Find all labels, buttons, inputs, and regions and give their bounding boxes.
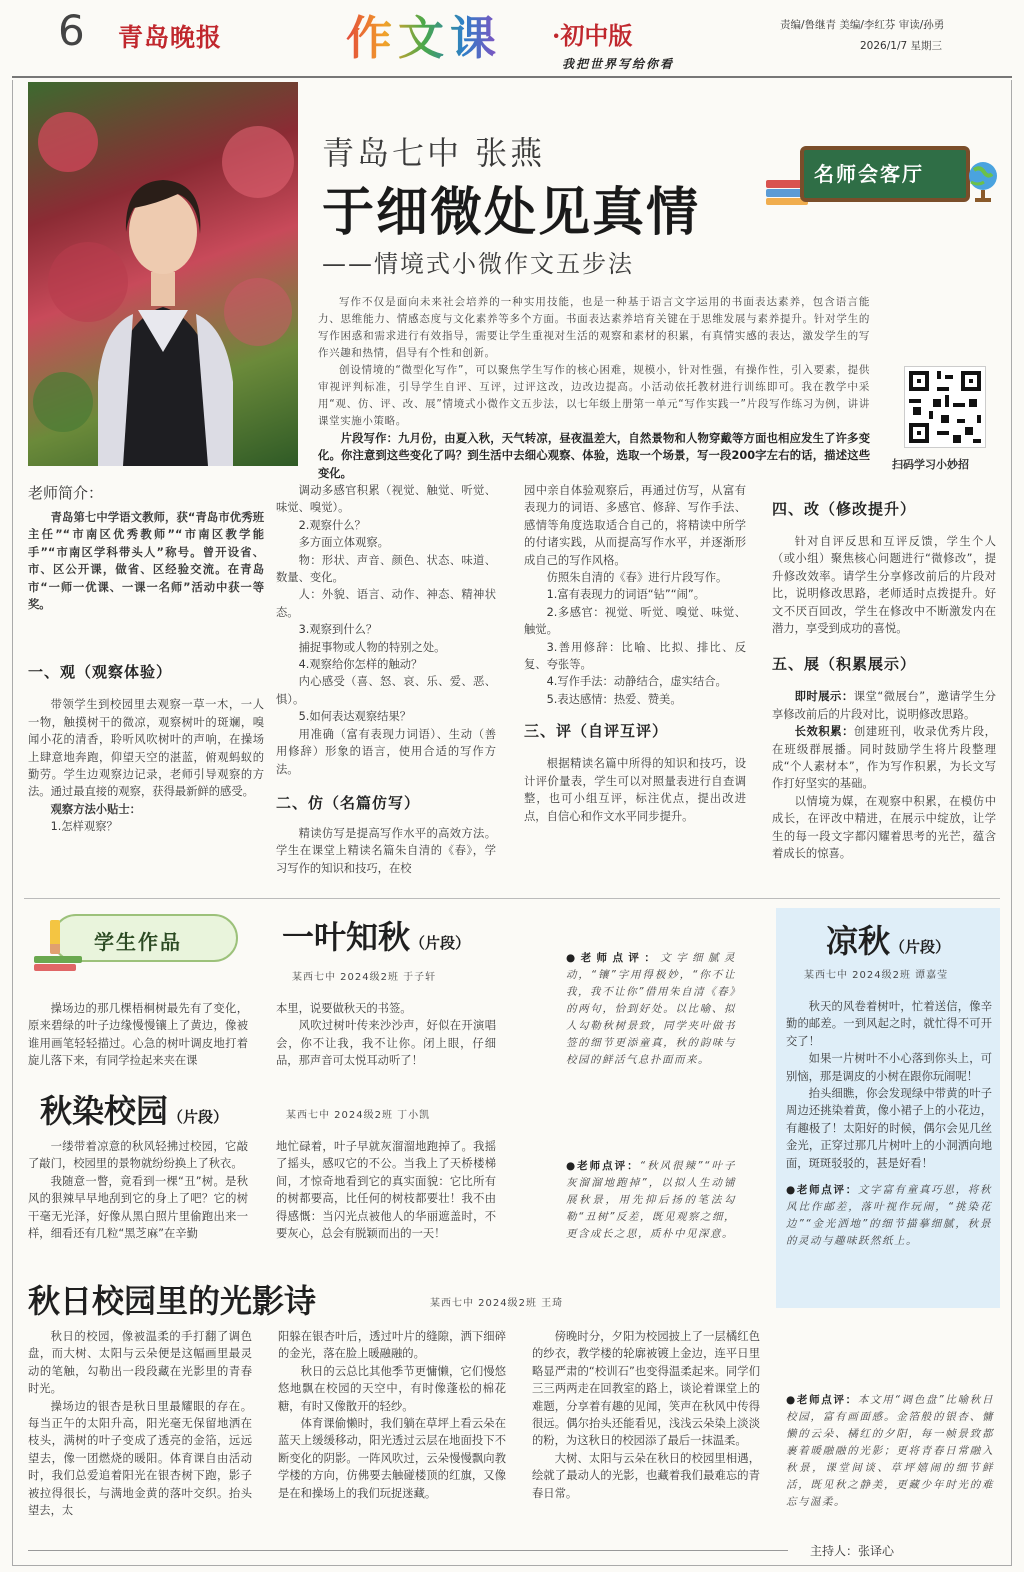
observation-q1: 1.怎样观察？ <box>50 820 118 834</box>
edition-label: ·初中版 <box>552 21 633 50</box>
portrait-illustration <box>28 82 298 466</box>
qr-caption: 扫码学习小妙招 <box>892 458 969 471</box>
step2-item-5: 5.表达感情：热爱、赞美。 <box>546 692 682 706</box>
writing-task: 片段写作：九月份，由夏入秋，天气转凉，昼夜温差大，自然景物和人物穿戴等方面也相应发生了许多变化。你注意到这些变化了吗？到生活中去细心观察、体验，选取一个场景，写一段200字左右的话，描述这些变化。 <box>318 432 870 480</box>
piece3-title-text: 凉秋 <box>826 922 891 960</box>
piece2-paragraph-2a: 我随意一瞥，竟看到一棵“丑”树。是秋风的狠辣早早地刮到它的身上了吧？它的树干毫无光泽，好像从黑白照片里偷跑出来一样，细看还有几粒“黑芝麻”在辛勤 <box>28 1174 248 1241</box>
piece2-col-b <box>276 1138 496 1242</box>
step2-item-2: 2.多感官：视觉、听觉、嗅觉、味觉、触觉。 <box>524 605 746 637</box>
observation-q3: 3.观察到什么？ <box>298 623 378 637</box>
piece4-comment-text: 本文用“调色盘”比喻秋日校园，富有画面感。金箔般的银杏、慵懒的云朵、橘红的夕阳，每一帧景致都裹着暖融融的光影；更将青春日常融入秋景，课堂间谈、草坪嬉闹的细节鲜活，既见秋之静美，更藏少年时光的难忘与温柔。 <box>786 1394 994 1508</box>
globe-icon <box>966 160 1000 206</box>
observation-q2-objects: 物：形状、声音、颜色、状态、味道、数量、变化。 <box>276 553 496 585</box>
piece1-byline: 某西七中 2024级2班 于子轩 <box>292 972 437 983</box>
piece4-paragraph-2b: 阳躲在银杏叶后，透过叶片的缝隙，洒下细碎的金光，落在脸上暖融融的。 <box>278 1330 506 1361</box>
piece1-title-text: 一叶知秋 <box>282 918 411 956</box>
feature-subtitle: ——情境式小微作文五步法 <box>322 250 634 278</box>
intro-paragraph-1: 写作不仅是面向未来社会培养的一种实用技能，也是一种基于语言文字运用的书面表达素养，包含语言能力、思维能力、情感态度与文化素养等多个方面。书面表达素养培育关键在于思维发展与素养提升。针对学生的写作困惑和需求进行有效指导，需要让学生重视对生活的观察和素材的积累，有真情实感的表达，激发学生的写作兴趣和热情，倡导有个性和创新。 <box>318 296 870 359</box>
piece4-comment <box>786 1392 994 1511</box>
observation-q5: 5.如何表达观察结果？ <box>298 710 412 724</box>
piece4-col-a <box>28 1328 252 1538</box>
piece1-tag: （片段） <box>410 934 471 952</box>
teacher-photo <box>28 82 298 466</box>
piece1-col-a <box>28 1000 248 1070</box>
qr-pattern <box>905 367 985 447</box>
intro-paragraph-2: 创设情境的“微型化写作”，可以聚焦学生写作的核心困难，规模小，针对性强，有操作性，引入要素，提供审视评判标准，引导学生自评、互评，过评这改，边改边提高。小活动依托教材进行训练即可。我在教学中采用“观、仿、评、改、展”情境式小微作文五步法，以七年级上册第一单元“写作实践一”片段写作练习为例，讲讲课堂实施小策略。 <box>318 364 870 427</box>
piece2-comment-label: ●老师点评： <box>566 1160 640 1172</box>
piece2-tag: （片段） <box>168 1108 229 1126</box>
step3-paragraph: 根据精读名篇中所得的知识和技巧，设计评价量表，学生可以对照量表进行自查调整，也可小组互评，标注优点，提出改进点，自信心和作文水平同步提升。 <box>524 757 746 823</box>
observation-q5-answer: 用准确（富有表现力词语）、生动（善用修辞）形象的语言，使用合适的写作方法。 <box>276 727 496 776</box>
piece4-col-b <box>278 1328 506 1538</box>
step2-heading: 二、仿（名篇仿写） <box>276 793 421 812</box>
masthead <box>0 0 1024 80</box>
immediate-display-label: 即时展示： <box>794 690 854 704</box>
student-works-badge <box>34 910 242 974</box>
feature-column-3 <box>524 482 746 825</box>
piece1-paragraph-2: 风吹过树叶传来沙沙声，好似在开演唱会，你不让我，我不让你。闭上眼，仔细品，那声音可太悦耳动听了！ <box>276 1019 496 1068</box>
observation-q2: 2.观察什么？ <box>298 518 366 532</box>
observation-tips-label: 观察方法小贴士： <box>50 802 141 816</box>
step2-item-3: 3.善用修辞：比喻、比拟、排比、反复、夸张等。 <box>524 640 746 672</box>
piece1-paragraph-1a: 操场边的那几棵梧桐树最先有了变化，原来碧绿的叶子边缘慢慢镶上了黄边，像被谁用画笔轻轻描过。心急的树叶调皮地打着旋儿落下来，有同学捡起来夹在课 <box>28 1002 248 1068</box>
step3-heading: 三、评（自评互评） <box>524 722 669 741</box>
step1-heading: 一、观（观察体验） <box>28 663 173 682</box>
teacher-intro-text: 青岛第七中学语文教师，获“青岛市优秀班主任”“市南区优秀教师”“市南区教学能手”“市南区学科带头人”称号。曾开设省、市、区公开课，做省、区经验交流。在青岛市“一师一优课、一课一名师”活动中获一等奖。 <box>28 511 264 612</box>
piece4-paragraph-2a: 操场边的银杏是秋日里最耀眼的存在。每当正午的太阳升高，阳光毫无保留地洒在枝头，满树的叶子变成了透亮的金箔，远远望去，像一团燃烧的暖阳。体育课自由活动时，我们总爱追着阳光在银杏树下跑，影子被拉得很长，与满地金黄的落叶交织。抬头望去，太 <box>28 1399 252 1518</box>
step1-paragraph: 带领学生到校园里去观察一草一木，一人一物，触摸树干的微凉，观察树叶的斑斓，嗅闻小花的清香，聆听风吹树叶的声响，在操场上肆意地奔跑，仰望天空的湛蓝，俯观蚂蚁的勤劳。学生边观察边记录，老师引导观察的方法。通过最直接的观察，获得最新鲜的感受。 <box>28 698 264 799</box>
feature-column-2 <box>276 482 496 877</box>
step2-paragraph-part1: 精读仿写是提高写作水平的高效方法。学生在课堂上精读名篇朱自清的《春》，学习写作的知识和技巧，在校 <box>276 826 496 875</box>
piece4-paragraph-4: 体育课偷懒时，我们躺在草坪上看云朵在蓝天上缓缓移动，阳光透过云层在地面投下不断变化的阴影。一阵风吹过，云朵慢慢飘向教学楼的方向，仿佛要去触碰楼顶的红旗，又像是在和操场上的我们玩捉迷藏。 <box>278 1417 506 1500</box>
step4-heading: 四、改（修改提升） <box>772 500 917 518</box>
feature-column-4 <box>772 498 996 863</box>
piece1-col-b <box>276 1000 496 1070</box>
step2-subtask: 仿照朱自清的《春》进行片段写作。 <box>546 571 728 585</box>
observation-q2-people: 人：外貌、语言、动作、神态、精神状态。 <box>276 588 496 619</box>
host-rule <box>28 1550 788 1551</box>
page-number: 6 <box>58 6 85 55</box>
piece2-paragraph-1: 一缕带着凉意的秋风轻拂过校园，它敲了敲门，校园里的景物就纷纷换上了秋衣。 <box>28 1140 248 1171</box>
section-divider <box>24 898 1000 899</box>
long-term-label: 长效积累： <box>794 725 854 739</box>
famous-teacher-badge <box>766 146 998 210</box>
step2-paragraph-part2: 园中亲自体验观察后，再通过仿写，从富有表现力的词语、多感官、修辞、写作手法、感情等角度选取适合自己的，将精读中所学的付诸实践，从而提高写作水平，并逐渐形成自己的写作风格。 <box>524 484 746 567</box>
piece4-title: 秋日校园里的光影诗 <box>28 1282 317 1320</box>
long-term-text: 创建班刊，收录优秀片段，在班级群展播。同时鼓励学生将片段整理成“个人素材本”，作为写作积累，为长文写作打好坚实的基础。 <box>772 725 996 791</box>
step5-heading: 五、展（积累展示） <box>772 655 917 674</box>
feature-intro <box>318 294 870 482</box>
piece4-col-c <box>532 1328 760 1538</box>
step4-paragraph: 针对自评反思和互评反馈，学生个人（或小组）聚焦核心问题进行“微修改”，提升修改效率。请学生分享修改前后的片段对比，说明修改思路，老师适时点拨提升。好文不厌百回改，学生在修改中不断激发内在潜力，享受到成功的喜悦。 <box>772 535 996 636</box>
piece3-paragraph-2: 如果一片树叶不小心落到你头上，可别恼，那是调皮的小树在跟你玩闹呢！ <box>786 1052 992 1083</box>
host-credit: 主持人：张译心 <box>810 1544 895 1558</box>
piece1-comment-text: 文字细腻灵动，“镶”字用得极妙，“你不让我，我不让你”借用朱自清《春》的两句，恰到好处。以比喻、拟人勾勒秋树景致，同学夹叶做书签的细节更添童真，秋的韵味与校园的鲜活气息扑面而来。 <box>566 952 736 1066</box>
piece4-byline: 某西七中 2024级2班 王琦 <box>430 1298 564 1309</box>
pencil-icon <box>50 920 60 954</box>
student-works-label: 学生作品 <box>94 930 182 954</box>
piece1-title <box>282 912 470 958</box>
observation-q4: 4.观察给你怎样的触动？ <box>298 658 423 672</box>
piece3-byline: 某西七中 2024级2班 谭嘉莹 <box>804 970 949 981</box>
column-title: 作文课 <box>346 2 502 68</box>
badge-label: 名师会客厅 <box>814 162 924 186</box>
piece1-paragraph-1b: 本里，说要做秋天的书签。 <box>276 1002 412 1015</box>
observation-q2-answer: 多方面立体观察。 <box>298 536 389 550</box>
piece2-title-text: 秋染校园 <box>40 1092 169 1130</box>
books-icon <box>34 956 82 972</box>
piece2-comment-text: “秋风很辣”“叶子灰溜溜地跑掉”，以拟人生动铺展秋景，用先抑后扬的笔法勾勒“丑树”反差，既见观察之细，更含成长之思，质朴中见深意。 <box>566 1160 736 1240</box>
piece4-paragraph-5: 傍晚时分，夕阳为校园披上了一层橘红色的纱衣，教学楼的轮廓被镀上金边，连平日里略显严肃的“校训石”也变得温柔起来。同学们三三两两走在回教室的路上，谈论着课堂上的难题，分享着有趣的见闻，笑声在秋风中传得很远。偶尔抬头还能看见，浅浅云朵染上淡淡的粉，为这秋日的校园添了最后一抹温柔。 <box>532 1330 760 1448</box>
piece3-tag: （片段） <box>890 938 951 956</box>
piece1-comment <box>566 950 736 1069</box>
piece4-comment-label: ●老师点评： <box>786 1394 858 1406</box>
slogan: 我把世界写给你看 <box>562 57 675 71</box>
feature-column-1 <box>28 482 264 836</box>
observation-q3-answer: 捕捉事物或人物的特别之处。 <box>298 640 446 654</box>
piece2-comment <box>566 1158 736 1243</box>
piece3-paragraph-1: 秋天的风卷着树叶，忙着送信，像辛勤的邮差。一到风起之时，就忙得不可开交了！ <box>786 1000 992 1048</box>
step5-closing: 以情境为媒，在观察中积累，在模仿中成长，在评改中精进，在展示中绽放，让学生的每一段文字都闪耀着思考的光芒，蕴含着成长的惊喜。 <box>772 794 996 861</box>
qr-code-icon[interactable] <box>904 366 986 448</box>
teacher-intro-heading: 老师简介： <box>28 484 104 502</box>
issue-date: 2026/1/7 星期三 <box>860 40 942 52</box>
feature-author-line: 青岛七中 张燕 <box>322 134 546 172</box>
paper-name: 青岛晚报 <box>118 23 223 52</box>
piece1-comment-label: ●老师点评： <box>566 952 661 964</box>
feature-title: 于细微处见真情 <box>322 182 701 243</box>
observation-q4-answer: 内心感受（喜、怒、哀、乐、爱、恶、惧）。 <box>276 675 496 706</box>
editor-credits: 责编/鲁继青 美编/李红芬 审读/孙勇 <box>780 19 945 31</box>
piece3-paragraph-3: 抬头细瞧，你会发现绿中带黄的叶子周边还挑染着黄，像小裙子上的小花边，有趣极了！太阳好的时候，偶尔会见几丝金光，正穿过那几片树叶上的小洞洒向地面，斑斑驳驳的，甚是好看！ <box>786 1087 992 1170</box>
piece3-comment-label: ●老师点评： <box>786 1184 858 1197</box>
piece4-paragraph-3: 秋日的云总比其他季节更慵懒，它们慢悠悠地飘在校园的天空中，有时像蓬松的棉花糖，有时又像散开的轻纱。 <box>278 1364 506 1413</box>
piece4-paragraph-1: 秋日的校园，像被温柔的手打翻了调色盘，而大树、太阳与云朵便是这幅画里最灵动的笔触，勾勒出一段段藏在光影里的青春时光。 <box>28 1330 252 1396</box>
masthead-rule <box>12 76 1012 78</box>
piece2-title <box>40 1086 228 1132</box>
immediate-display-text: 课堂“微展台”，邀请学生分享修改前后的片段对比，说明修改思路。 <box>772 690 996 721</box>
piece2-paragraph-2b: 地忙碌着，叶子早就灰溜溜地跑掉了。我摇了摇头，感叹它的不公。当我上了天桥楼梯间，才惊奇地看到它的真实面貌：它比所有的树都要高，比任何的树枝都要壮！我不由得感慨：当闪光点被他人的华丽遮盖时，不要灰心，总会有脱颖而出的一天！ <box>276 1140 496 1241</box>
piece4-paragraph-6: 大树、太阳与云朵在秋日的校园里相遇，绘就了最动人的光影，也藏着我们最难忘的青春日常。 <box>532 1451 760 1500</box>
piece3-title <box>826 916 950 962</box>
piece3-body <box>786 998 992 1250</box>
piece3-comment-text: 文字富有童真巧思，将秋风比作邮差，落叶视作玩闹，“挑染花边”“金光洒地”的细节描摹细腻，秋景的灵动与趣味跃然纸上。 <box>786 1184 993 1248</box>
step2-item-1: 1.富有表现力的词语“钻”“闹”。 <box>546 588 706 602</box>
observation-q1-answer: 调动多感官积累（视觉、触觉、听觉、味觉、嗅觉）。 <box>276 484 496 515</box>
step2-item-4: 4.写作手法：动静结合，虚实结合。 <box>546 675 727 689</box>
piece2-byline: 某西七中 2024级2班 丁小凯 <box>286 1110 431 1121</box>
piece2-col-a <box>28 1138 248 1242</box>
